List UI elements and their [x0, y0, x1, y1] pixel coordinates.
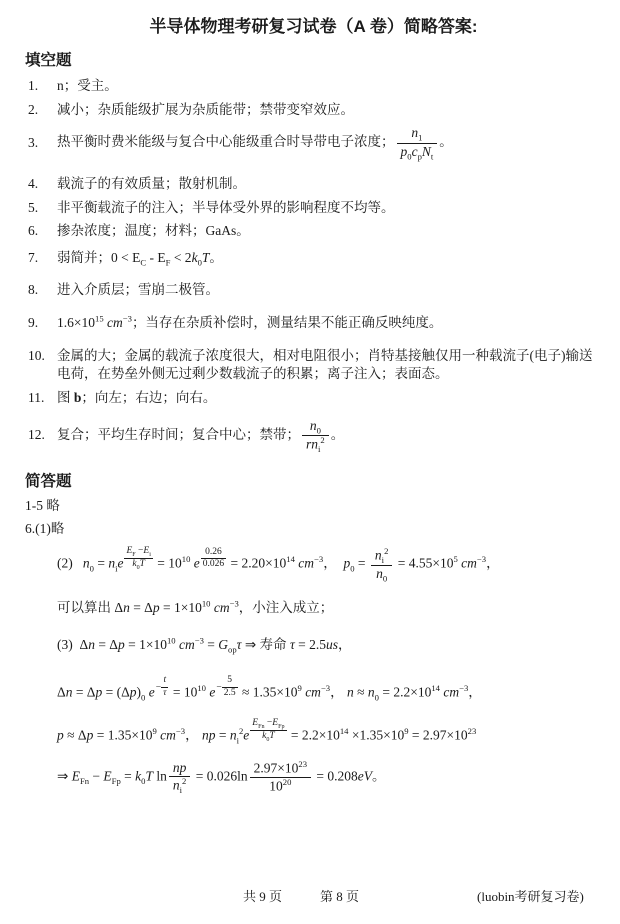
formula-line-2: (2) $n_0 = n_ie$ $\frac{E_F -E_i}{k_0T}$ = $10^{10}$ e $\frac{0.26}{0.026}$ = $2.20\times 10^{14}$ $cm^{-3}$， $p_0$ = $\frac{n_i^2}{n_0}$ = $4.55\times 10^5$ $cm^{-3}$， — [57, 545, 500, 584]
footer-total-pages: 共 9 页 — [243, 889, 283, 904]
formula-line-3: (3) $\Delta n = \Delta p = 1\times 10^{10}$ $cm^{-3} = G_{op}\tau$ ⇒ 寿命 τ = 2.5us， — [57, 635, 352, 655]
list-item-5 — [25, 199, 602, 218]
footer-current-page: 第 8 页 — [320, 889, 360, 904]
item-text: 图 b；向左；右边；向右。 — [57, 389, 217, 405]
list-item-9 — [25, 314, 602, 333]
item-number: 10. — [28, 347, 45, 363]
item-text: 进入介质层；雪崩二极管。 — [57, 282, 219, 298]
item-number: 6. — [28, 223, 39, 239]
item-text: 减小；杂质能级扩展为杂质能带；禁带变窄效应。 — [57, 101, 354, 117]
item-number: 12. — [28, 427, 45, 443]
footer-source: (luobin考研复习卷) — [477, 889, 584, 904]
item-text: 弱简并；$0 < E_C - E_F < 2k_0T$。 — [57, 249, 223, 268]
list-item-3 — [25, 125, 602, 161]
list-item-12 — [25, 418, 602, 454]
page-title: 半导体物理考研复习试卷（A 卷）简略答案: — [149, 17, 478, 36]
item-text: 热平衡时费米能级与复合中心能级重合时导带电子浓度； $\frac{n_1}{p_0c_pN_t}$ 。 — [57, 125, 453, 162]
item-number: 1. — [28, 78, 39, 93]
item-number: 3. — [28, 134, 39, 150]
list-item-8 — [25, 281, 602, 300]
short-answer-note-1: 1-5 略 — [25, 497, 60, 513]
item-number: 5. — [28, 199, 39, 215]
item-number: 11. — [28, 389, 45, 405]
list-item-2 — [25, 101, 602, 120]
section-heading-fill-in: 填空题 — [25, 52, 72, 69]
list-item-10 — [25, 347, 602, 384]
formula-line-4: $\Delta n = \Delta p = (\Delta p)_0$ e− $\frac{t}{\tau}$ = $10^{10}$ e− $\frac{5}{2.5}$ ≈ $1.35\times 10^9$ $cm^{-3}$， $n \approx n_0 = 2.2\times 10^{14}$ $cm^{-3}$， — [57, 674, 482, 703]
item-text: n；受主。 — [57, 78, 118, 93]
item-number: 4. — [28, 175, 39, 191]
list-item-1 — [25, 77, 602, 96]
item-text: 金属的大；金属的载流子浓度很大，相对电阻很小；肖特基接触仅用一种载流子(电子)输送电荷，在势垒外侧无过剩少数载流子的积累；离子注入；表面态。 — [57, 347, 593, 382]
item-number: 8. — [28, 282, 39, 298]
list-item-6 — [25, 222, 602, 241]
item-number: 2. — [28, 101, 39, 117]
formula-line-6: ⇒ $E_{Fn} - E_{Fp} = k_0T$ ln $\frac{np}{n_i^2}$ = 0.026ln $\frac{2.97\times 10^{23}}{10^{20}}$ = 0.208eV。 — [57, 759, 386, 795]
item-text: $1.6\times 10^{15}$ $cm^{-3}$；当存在杂质补偿时，测量结果不能正确反映纯度。 — [57, 313, 443, 331]
section-heading-short-answer: 简答题 — [25, 472, 72, 490]
list-item-7 — [25, 249, 602, 268]
list-item-4 — [25, 175, 602, 194]
item-text: 载流子的有效质量；散射机制。 — [57, 175, 246, 191]
item-text: 掺杂浓度；温度；材料；GaAs。 — [57, 223, 250, 239]
item-text: 复合；平均生存时间；复合中心；禁带； $\frac{n_0}{rn_i^2}$ 。 — [57, 417, 345, 455]
formula-line-2b: 可以算出 $\Delta n = \Delta p = 1\times 10^{10}$ $cm^{-3}$，小注入成立； — [57, 598, 334, 616]
item-text: 非平衡载流子的注入；半导体受外界的影响程度不均等。 — [57, 199, 395, 215]
list-item-11 — [25, 389, 602, 408]
item-number: 7. — [28, 249, 39, 265]
short-answer-note-2: 6.(1)略 — [25, 520, 65, 536]
item-number: 9. — [28, 315, 39, 331]
formula-line-5: $p \approx \Delta p = 1.35\times 10^9$ $cm^{-3}$， np = $n_i^2e$ $\frac{E_{Fn} -E_{Fp}}{k_0T}$ = $2.2\times 10^{14} \times 1.35\times 10^9 = 2.97\times 10^{23}$ — [57, 718, 477, 746]
